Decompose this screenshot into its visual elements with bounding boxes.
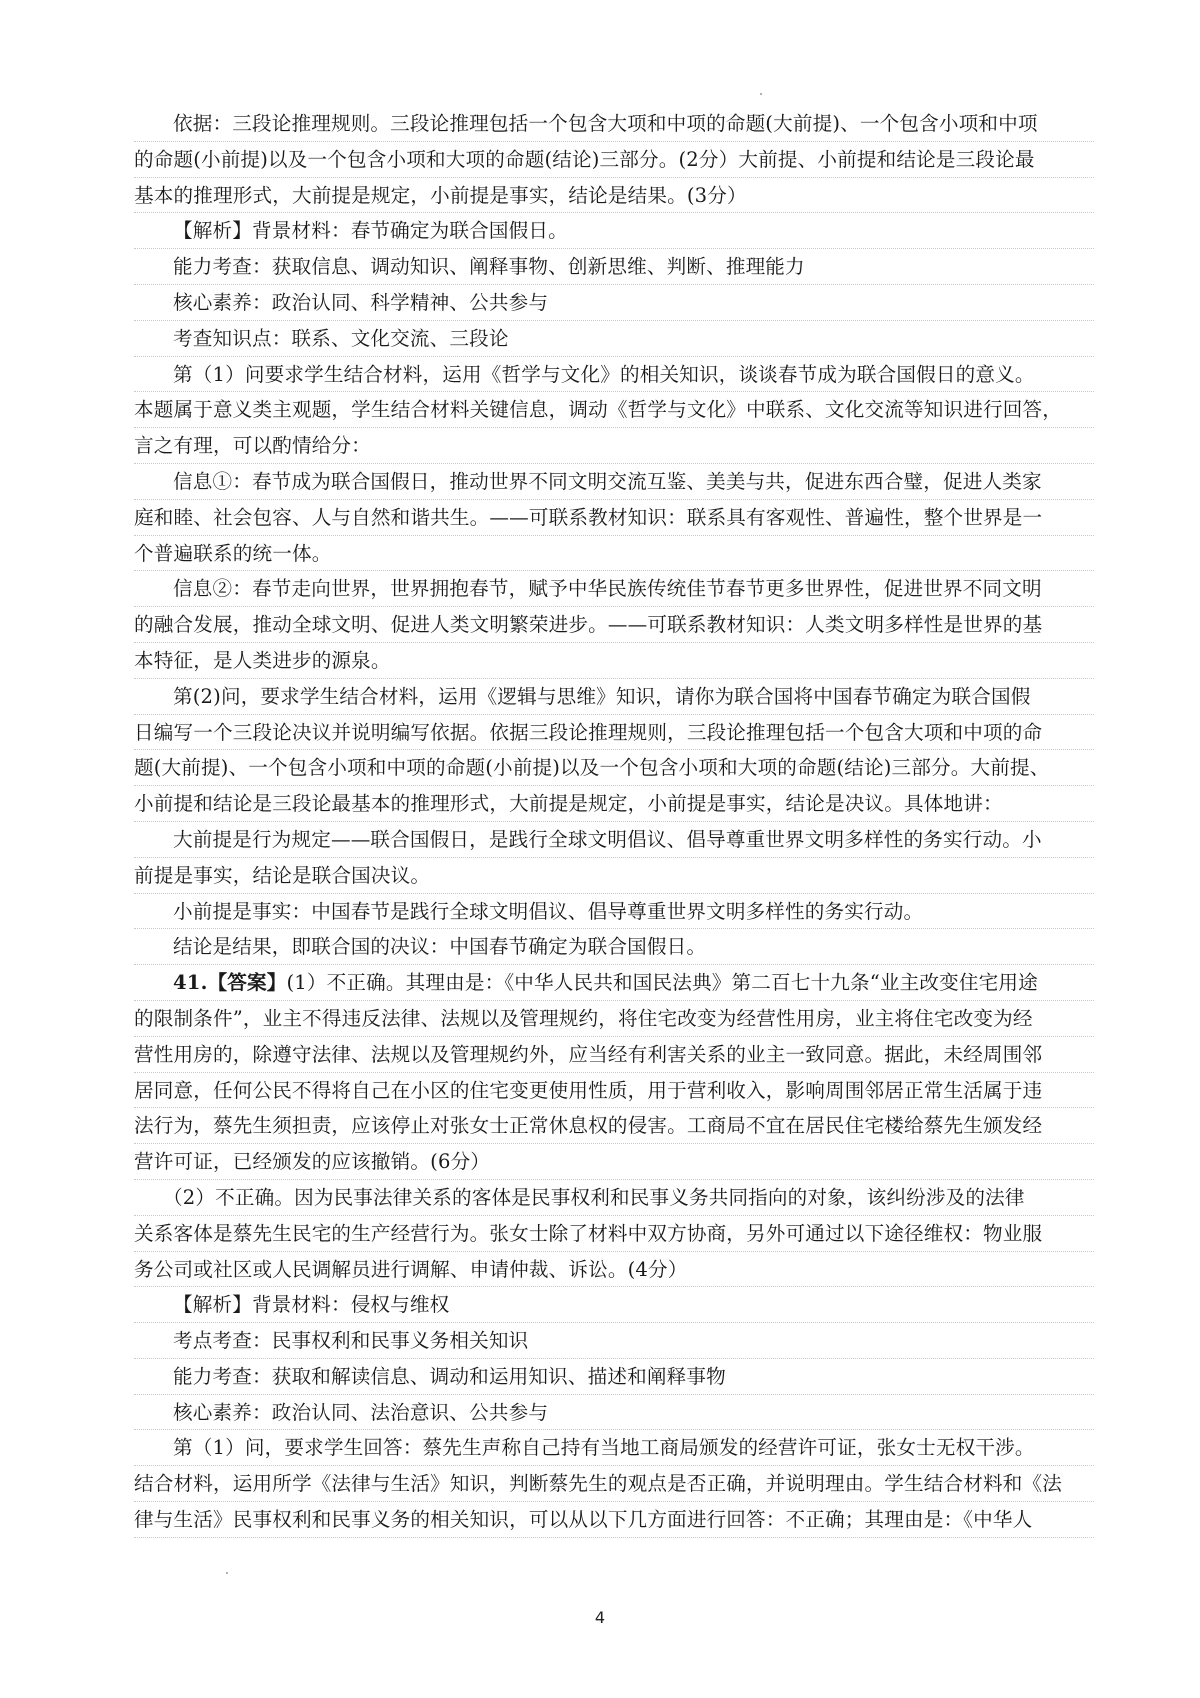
text-line: 第(2)问，要求学生结合材料，运用《逻辑与思维》知识，请你为联合国将中国春节确定为联合国假 xyxy=(134,679,1094,715)
text-line: 信息②：春节走向世界，世界拥抱春节，赋予中华民族传统佳节春节更多世界性，促进世界不同文明 xyxy=(134,571,1094,607)
text-line: 本特征，是人类进步的源泉。 xyxy=(134,643,1094,679)
text-line: 关系客体是蔡先生民宅的生产经营行为。张女士除了材料中双方协商，另外可通过以下途径维权：物业服 xyxy=(134,1216,1094,1252)
text-line: 基本的推理形式，大前提是规定，小前提是事实，结论是结果。(3分） xyxy=(134,178,1094,214)
answer-label: 41.【答案】 xyxy=(173,971,287,995)
text-line: 的命题(小前提)以及一个包含小项和大项的命题(结论)三部分。(2分）大前提、小前提和结论是三段论最 xyxy=(134,142,1094,178)
text-line: 务公司或社区或人民调解员进行调解、申请仲裁、诉讼。(4分） xyxy=(134,1252,1094,1288)
text-line: 能力考查：获取信息、调动知识、阐释事物、创新思维、判断、推理能力 xyxy=(134,249,1094,285)
text-line: 营性用房的，除遵守法律、法规以及管理规约外，应当经有利害关系的业主一致同意。据此，未经周围邻 xyxy=(134,1037,1094,1073)
text-line: 结论是结果，即联合国的决议：中国春节确定为联合国假日。 xyxy=(134,929,1094,965)
scan-mark xyxy=(760,93,762,95)
text-line: 大前提是行为规定——联合国假日，是践行全球文明倡议、倡导尊重世界文明多样性的务实行动。小 xyxy=(134,822,1094,858)
text-line: 考点考查：民事权利和民事义务相关知识 xyxy=(134,1323,1094,1359)
text-line: 依据：三段论推理规则。三段论推理包括一个包含大项和中项的命题(大前提)、一个包含小项和中项 xyxy=(134,106,1094,142)
text-line: 题(大前提)、一个包含小项和中项的命题(小前提)以及一个包含小项和大项的命题(结论)三部分。大前提、 xyxy=(134,750,1094,786)
text-line: 言之有理，可以酌情给分： xyxy=(134,428,1094,464)
text-line: 法行为，蔡先生须担责，应该停止对张女士正常休息权的侵害。工商局不宜在居民住宅楼给蔡先生颁发经 xyxy=(134,1108,1094,1144)
text-line: 庭和睦、社会包容、人与自然和谐共生。——可联系教材知识：联系具有客观性、普遍性，整个世界是一 xyxy=(134,500,1094,536)
text-line: 个普遍联系的统一体。 xyxy=(134,536,1094,572)
text-line: 前提是事实，结论是联合国决议。 xyxy=(134,858,1094,894)
text-line: 第（1）问，要求学生回答：蔡先生声称自己持有当地工商局颁发的经营许可证，张女士无权干涉。 xyxy=(134,1430,1094,1466)
answer-text: (1）不正确。其理由是：《中华人民共和国民法典》第二百七十九条“业主改变住宅用途 xyxy=(286,971,1038,995)
text-line: 营许可证，已经颁发的应该撤销。(6分） xyxy=(134,1144,1094,1180)
document-body xyxy=(134,106,1094,1538)
text-line: （2）不正确。因为民事法律关系的客体是民事权利和民事义务共同指向的对象，该纠纷涉及的法律 xyxy=(134,1180,1094,1216)
text-line: 律与生活》民事权利和民事义务的相关知识，可以从以下几方面进行回答：不正确；其理由是：《中华人 xyxy=(134,1502,1094,1538)
text-line: 能力考查：获取和解读信息、调动和运用知识、描述和阐释事物 xyxy=(134,1359,1094,1395)
text-line: 小前提和结论是三段论最基本的推理形式，大前提是规定，小前提是事实，结论是决议。具体地讲： xyxy=(134,786,1094,822)
text-line: 【解析】背景材料：春节确定为联合国假日。 xyxy=(134,213,1094,249)
text-line xyxy=(134,965,1094,1001)
text-line: 日编写一个三段论决议并说明编写依据。依据三段论推理规则，三段论推理包括一个包含大项和中项的命 xyxy=(134,715,1094,751)
text-line: 的融合发展，推动全球文明、促进人类文明繁荣进步。——可联系教材知识：人类文明多样性是世界的基 xyxy=(134,607,1094,643)
text-line: 核心素养：政治认同、科学精神、公共参与 xyxy=(134,285,1094,321)
text-line: 的限制条件”，业主不得违反法律、法规以及管理规约，将住宅改变为经营性用房，业主将住宅改变为经 xyxy=(134,1001,1094,1037)
text-line: 考查知识点：联系、文化交流、三段论 xyxy=(134,321,1094,357)
text-line: 小前提是事实：中国春节是践行全球文明倡议、倡导尊重世界文明多样性的务实行动。 xyxy=(134,894,1094,930)
scan-mark xyxy=(226,1572,228,1574)
page-number: 4 xyxy=(594,1608,606,1627)
text-line: 【解析】背景材料：侵权与维权 xyxy=(134,1287,1094,1323)
text-line: 本题属于意义类主观题，学生结合材料关键信息，调动《哲学与文化》中联系、文化交流等知识进行回答， xyxy=(134,392,1094,428)
text-line: 核心素养：政治认同、法治意识、公共参与 xyxy=(134,1395,1094,1431)
text-line: 第（1）问要求学生结合材料，运用《哲学与文化》的相关知识，谈谈春节成为联合国假日的意义。 xyxy=(134,357,1094,393)
text-line: 居同意，任何公民不得将自己在小区的住宅变更使用性质，用于营利收入，影响周围邻居正常生活属于违 xyxy=(134,1073,1094,1109)
text-line: 信息①：春节成为联合国假日，推动世界不同文明交流互鉴、美美与共，促进东西合璧，促进人类家 xyxy=(134,464,1094,500)
text-line: 结合材料，运用所学《法律与生活》知识，判断蔡先生的观点是否正确，并说明理由。学生结合材料和《法 xyxy=(134,1466,1094,1502)
